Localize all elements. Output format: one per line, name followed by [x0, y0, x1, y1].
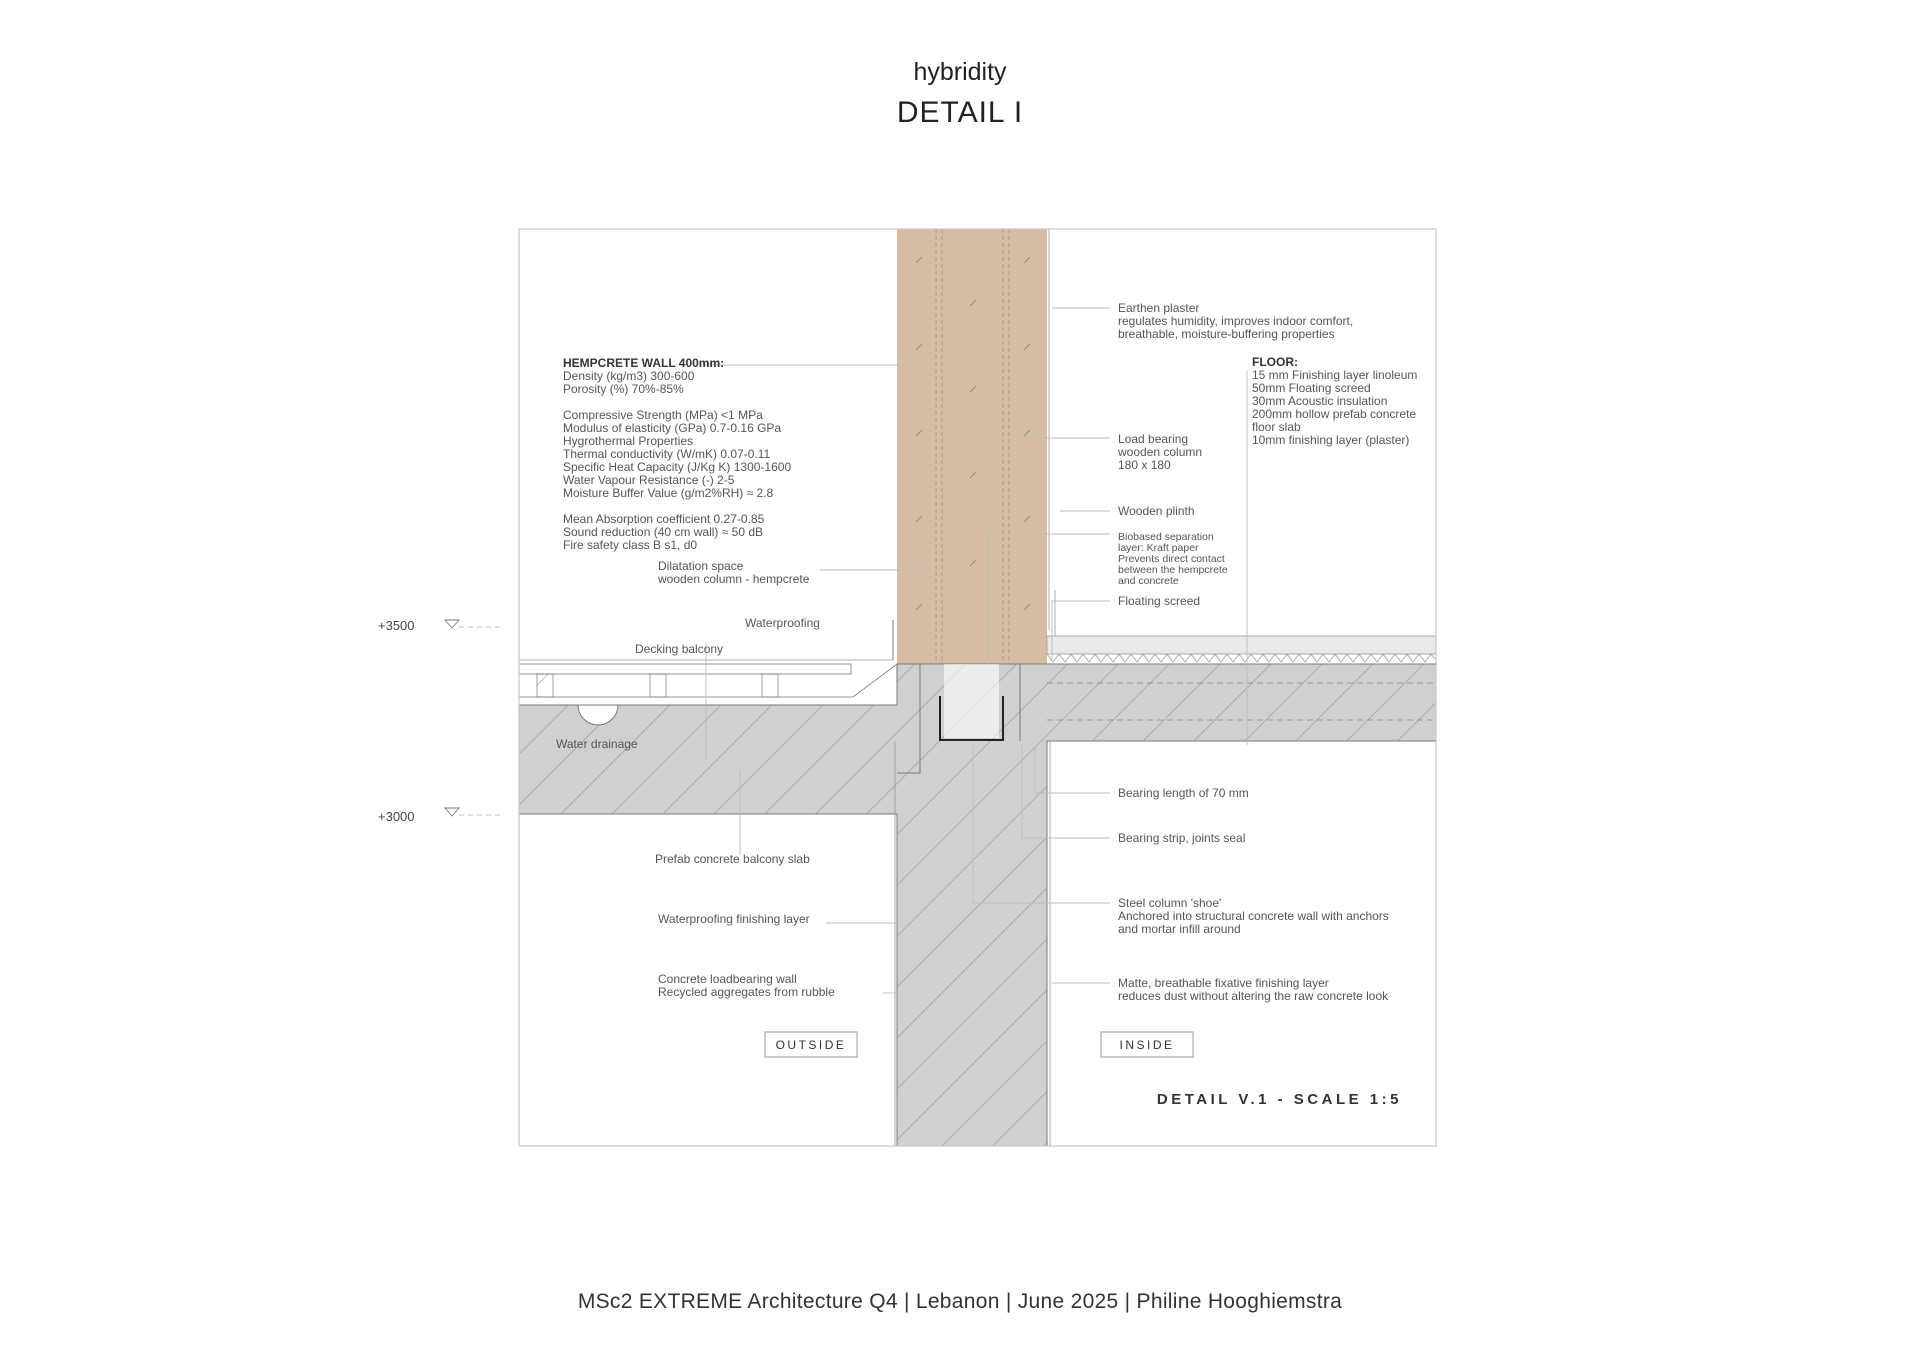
- floor-line: 50mm Floating screed: [1252, 381, 1371, 395]
- floating-screed-note: Floating screed: [1118, 594, 1201, 608]
- note-line: Dilatation space: [658, 559, 744, 573]
- hempcrete-line: Porosity (%) 70%-85%: [563, 382, 684, 396]
- subtitle: hybridity: [913, 58, 1007, 86]
- level-marker-upper: [378, 618, 502, 633]
- floor-buildup: [1252, 355, 1417, 447]
- note-line: reduces dust without altering the raw concrete look: [1118, 989, 1389, 1003]
- steel-shoe-note: [1118, 896, 1389, 936]
- hempcrete-heading: HEMPCRETE WALL 400mm:: [563, 356, 725, 370]
- dilatation-note: [657, 559, 810, 586]
- note-line: and mortar infill around: [1118, 922, 1241, 936]
- inside-label: INSIDE: [1119, 1038, 1175, 1052]
- waterproof-finish-note: Waterproofing finishing layer: [658, 912, 810, 926]
- hempcrete-line: Mean Absorption coefficient 0.27-0.85: [563, 512, 765, 526]
- water-drainage-note: Water drainage: [556, 737, 638, 751]
- note-line: Anchored into structural concrete wall with anchors: [1118, 909, 1389, 923]
- hempcrete-line: Hygrothermal Properties: [563, 434, 694, 448]
- floor-line: 10mm finishing layer (plaster): [1252, 433, 1410, 447]
- note-line: Steel column 'shoe': [1118, 896, 1222, 910]
- note-line: layer: Kraft paper: [1118, 542, 1199, 554]
- outside-label: OUTSIDE: [775, 1038, 847, 1052]
- hempcrete-line: Moisture Buffer Value (g/m2%RH) ≈ 2.8: [563, 486, 774, 500]
- note-line: regulates humidity, improves indoor comfort,: [1118, 314, 1354, 328]
- concrete-wall-note: [658, 972, 835, 999]
- note-line: breathable, moisture-buffering properties: [1118, 327, 1335, 341]
- hempcrete-line: Sound reduction (40 cm wall) ≈ 50 dB: [563, 525, 764, 539]
- note-line: Concrete loadbearing wall: [658, 972, 797, 986]
- separation-layer-note: [1118, 531, 1228, 587]
- load-bearing-column-note: [1117, 432, 1202, 472]
- waterproofing-note: Waterproofing: [745, 616, 820, 630]
- note-line: Matte, breathable fixative finishing layer: [1118, 976, 1329, 990]
- hempcrete-line: Specific Heat Capacity (J/Kg K) 1300-1600: [563, 460, 792, 474]
- floor-line: 15 mm Finishing layer linoleum: [1252, 368, 1418, 382]
- floor-finish: [1047, 636, 1436, 654]
- outside-tag: [765, 1032, 857, 1057]
- fixative-note: [1118, 976, 1389, 1003]
- note-line: wooden column: [1118, 445, 1203, 459]
- note-line: 180 x 180: [1118, 458, 1171, 472]
- floor-line: floor slab: [1252, 420, 1301, 434]
- page-title: DETAIL I: [896, 96, 1024, 129]
- level-marker-lower: [378, 808, 502, 824]
- hempcrete-line: Compressive Strength (MPa) <1 MPa: [563, 408, 763, 422]
- earthen-plaster-note: [1118, 301, 1353, 341]
- hempcrete-line: Thermal conductivity (W/mK) 0.07-0.11: [563, 447, 771, 461]
- hempcrete-line: Density (kg/m3) 300-600: [563, 369, 695, 383]
- note-line: Earthen plaster: [1118, 301, 1200, 315]
- note-line: Prevents direct contact: [1118, 553, 1225, 565]
- decking-balcony: [519, 664, 897, 697]
- note-line: between the hempcrete: [1118, 564, 1228, 576]
- decking-note: Decking balcony: [635, 642, 724, 656]
- hempcrete-wall: [897, 229, 1047, 664]
- acoustic-insulation: [1047, 654, 1436, 662]
- level-upper-label: +3500: [378, 618, 415, 633]
- footer-credits: MSc2 EXTREME Architecture Q4 | Lebanon | June 2025 | Philine Hooghiemstra: [577, 1290, 1343, 1313]
- hempcrete-line: Modulus of elasticity (GPa) 0.7-0.16 GPa: [563, 421, 782, 435]
- level-lower-label: +3000: [378, 809, 415, 824]
- bearing-strip-note: Bearing strip, joints seal: [1118, 831, 1246, 845]
- note-line: Biobased separation: [1118, 531, 1214, 543]
- wooden-plinth-note: Wooden plinth: [1118, 504, 1195, 518]
- floor-line: 200mm hollow prefab concrete: [1252, 407, 1417, 421]
- note-line: Load bearing: [1118, 432, 1189, 446]
- hempcrete-line: Fire safety class B s1, d0: [563, 538, 698, 552]
- inside-tag: [1101, 1032, 1193, 1057]
- scale-label: DETAIL V.1 - SCALE 1:5: [1156, 1091, 1402, 1108]
- floor-heading: FLOOR:: [1252, 355, 1298, 369]
- balcony-slab-note: Prefab concrete balcony slab: [655, 852, 810, 866]
- hempcrete-line: Water Vapour Resistance (-) 2-5: [563, 473, 735, 487]
- note-line: Recycled aggregates from rubble: [658, 985, 835, 999]
- floor-line: 30mm Acoustic insulation: [1252, 394, 1388, 408]
- bearing-length-note: Bearing length of 70 mm: [1118, 786, 1249, 800]
- note-line: wooden column - hempcrete: [658, 572, 810, 586]
- hempcrete-properties: [563, 356, 791, 552]
- note-line: and concrete: [1118, 575, 1179, 587]
